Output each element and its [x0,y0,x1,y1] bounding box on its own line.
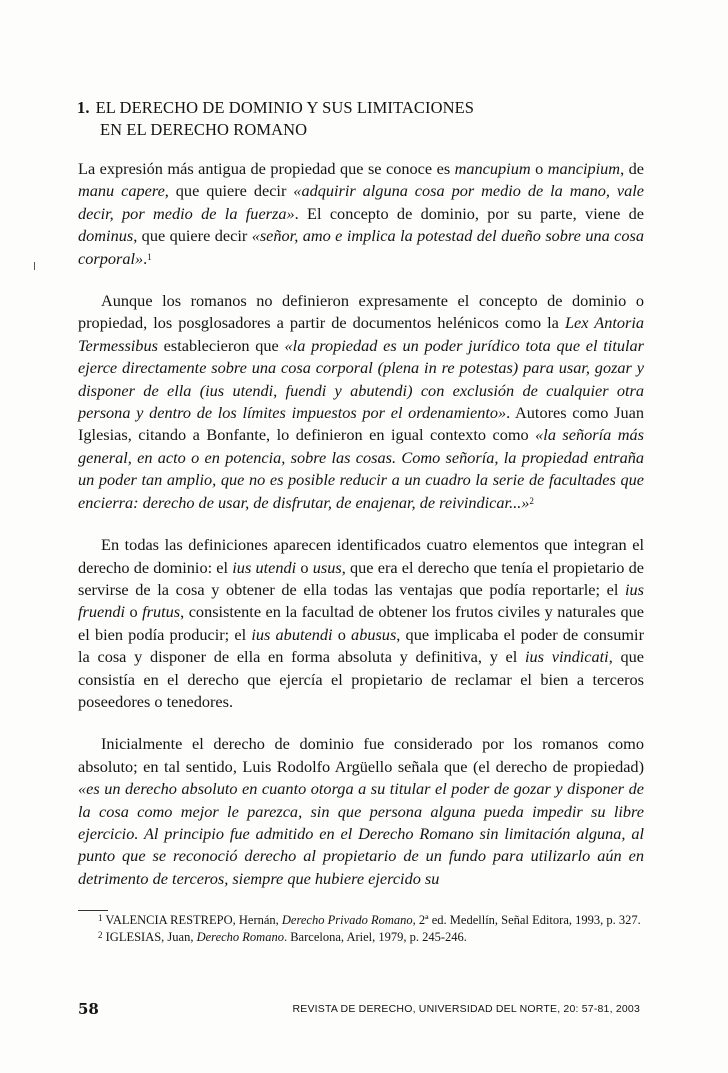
text-run: . [143,248,148,268]
book-title: Derecho Romano [196,930,284,944]
footnote-ref-2[interactable]: 2 [529,495,534,506]
italic-term: usus [312,557,342,577]
heading-line-1: EL DERECHO DE DOMINIO Y SUS LIMITACIONES [95,98,475,117]
footnote-marker: 2 [98,930,103,940]
italic-quote: «señor, amo e implica la potestad del dueño sobre una cosa corporal» [78,226,645,268]
footnote-ref-1[interactable]: 1 [147,251,152,262]
text-run: o [125,602,143,622]
paragraph-1 [78,158,644,270]
italic-quote: «la propiedad es un poder jurídico tota que el titular ejerce directamente sobre una cosa corporal (plena in re potestas) para usar, gozar y disponer de ella (ius utendi, fuendi y abutendi) con exclusión de cualquier otra persona y dentro de los límites impuestos por el ordenamiento» [78,335,644,423]
italic-term: dominus [78,226,134,246]
italic-term: ius utendi [232,557,297,577]
text-run: La expresión más antigua de propiedad que se conoce es [78,159,455,178]
footnote-divider [78,910,108,911]
footnote-marker: 1 [98,913,103,923]
footnote-2 [78,929,644,946]
text-run: , consistente en la facultad de obtener los frutos civiles y naturales que el bien podía producir; el [78,602,644,644]
italic-quote: «adquirir alguna cosa por medio de la mano, vale decir, por medio de la fuerza» [78,181,644,223]
text-run: . El concepto de dominio, por su parte, viene de [294,203,645,223]
italic-quote: «la señoría más general, en acto o en potencia, sobre las cosas. Como señoría, la propiedad entraña un poder tan amplio, que no es posible reducir a un cuadro la serie de facultades que encierra: derecho de usar, de disfrutar, de enajenar, de reivindicar...» [78,425,644,512]
text-run: o [296,557,313,577]
italic-term: Lex Antoria Termessibus [78,313,644,355]
text-run: Aunque los romanos no definieron expresamente el concepto de dominio o propiedad, los posglosadores a partir de documentos helénicos como la [78,291,644,333]
footnote-1 [78,912,644,929]
paragraph-3 [78,534,644,713]
text-run: , que consistía en el derecho que ejercía el propietario de reclamar el bien a terceros poseedores o tenedores. [78,647,644,711]
italic-term: ius fruendi [78,579,644,622]
text-run: En todas las definiciones aparecen identificados cuatro elementos que integran el derecho de dominio: el [78,535,644,577]
section-number: 1. [77,98,90,117]
text-run: o [530,159,548,178]
text-run: . Autores como Juan Iglesias, citando a Bonfante, lo definieron en igual contexto como [78,403,644,445]
italic-term: ius abutendi [251,624,333,644]
italic-term: abusus [351,624,397,644]
text-run: VALENCIA RESTREPO, Hernán, [102,913,282,927]
italic-term: mancupium [454,159,531,178]
italic-term: frutus [142,602,181,622]
italic-term: mancipium [547,159,621,178]
text-run: , que quiere decir [164,181,294,201]
text-run: , que era el derecho que tenía el propietario de servirse de la cosa y obtener de ella todas las ventajas que podía reportarle; el [78,557,645,599]
text-run: , que implicaba el poder de consumir la cosa y disponer de ella en forma absoluta y definitiva, y el [78,624,645,667]
text-run: o [332,624,352,644]
margin-mark [34,262,35,270]
section-heading [77,97,637,141]
text-run: Inicialmente el derecho de dominio fue considerado por los romanos como absoluto; en tal sentido, Luis Rodolfo Argüello señala que (el derecho de propiedad) [78,734,644,776]
running-title: REVISTA DE DERECHO, UNIVERSIDAD DEL NORTE, 20: 57-81, 2003 [292,1003,640,1015]
italic-quote: «es un derecho absoluto en cuanto otorga a su titular el poder de gozar y disponer de la cosa como mejor le parezca, sin que persona alguna pueda impedir su libre ejercicio. Al principio fue admitido en el Derecho Romano sin limitación alguna, al punto que se reconoció derecho al propietario de un fundo para utilizarlo aún en detrimento de terceros, siempre que hubiere ejercido su [78,779,644,888]
italic-term: ius vindicati [525,647,609,667]
book-title: Derecho Privado Romano [281,913,413,927]
text-run: , que quiere decir [133,226,252,246]
text-run: , 2ª ed. Medellín, Señal Editora, 1993, p. 327. [412,913,641,927]
paragraph-2 [78,290,644,514]
text-run: establecieron que [157,335,285,355]
text-run: . Barcelona, Ariel, 1979, p. 245-246. [283,930,467,944]
heading-line-2: EN EL DERECHO ROMANO [100,120,308,139]
page-number: 58 [78,1000,99,1018]
text-run: IGLESIAS, Juan, [102,930,197,944]
paragraph-4 [78,733,644,890]
text-run: , de [620,159,644,178]
body-text [78,158,644,890]
italic-term: manu capere [78,181,165,201]
footnotes [78,912,644,946]
